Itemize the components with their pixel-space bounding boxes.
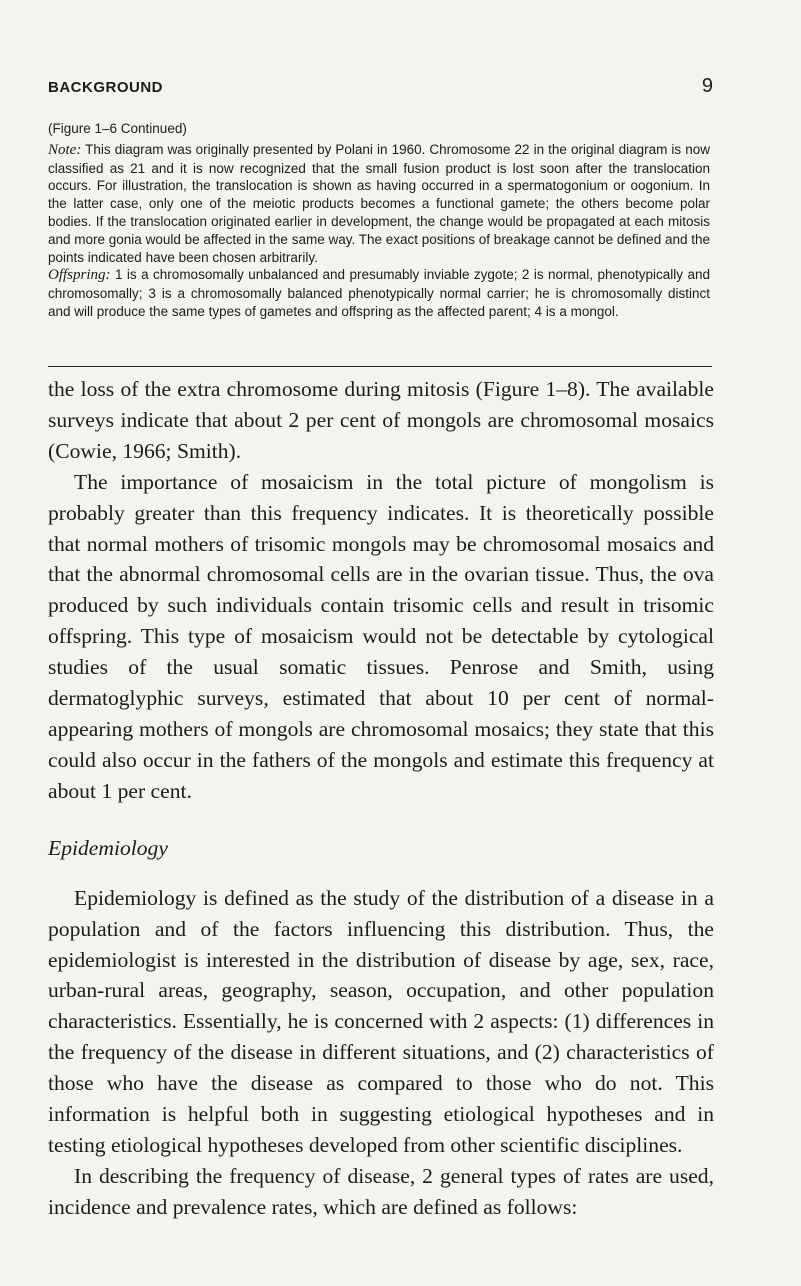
- page-number: 9: [701, 75, 713, 97]
- paragraph-mosaic-surveys: the loss of the extra chromosome during mitosis (Figure 1–8). The available surveys indicate that about 2 per cent of mongols are chromosomal mosaics (Cowie, 1966; Smith).: [48, 377, 714, 463]
- offspring-paragraph: [48, 266, 710, 320]
- figure-continued-label: (Figure 1–6 Continued): [48, 121, 187, 136]
- note-text: This diagram was originally presented by Polani in 1960. Chromosome 22 in the original diagram is now classified as 21 and it is now recognized that the small fusion product is lost soon after the translocation occurs. For illustration, the translocation is shown as having occurred in a spermatogonium or oogonium. In the latter case, only one of the meiotic products becomes a functional gamete; the others become polar bodies. If the translocation originated earlier in development, the change would be propagated at each mitosis and more gonia would be affected in the same way. The exact positions of breakage cannot be defined and the points indicated have been chosen arbitrarily.: [48, 141, 710, 265]
- offspring-label: Offspring:: [48, 267, 111, 284]
- paragraph-mosaicism-importance: The importance of mosaicism in the total picture of mongolism is probably greater than this frequency indicates. It is theoretically possible that normal mothers of trisomic mongols may be chromosomal mosaics and that the abnormal chromosomal cells are in the ovarian tissue. Thus, the ova produced by such individuals contain trisomic cells and result in trisomic offspring. This type of mosaicism would not be detectable by cytological studies of the usual somatic tissues. Penrose and Smith, using dermatoglyphic surveys, estimated that about 10 per cent of normal-appearing mothers of mongols are chromosomal mosaics; they state that this could also occur in the fathers of the mongols and estimate this frequency at about 1 per cent.: [48, 469, 714, 803]
- figure-note: [48, 120, 710, 321]
- note-paragraph: [48, 141, 710, 267]
- section-heading-epidemiology: Epidemiology: [48, 835, 168, 860]
- offspring-text: 1 is a chromosomally unbalanced and presumably inviable zygote; 2 is normal, phenotypically and chromosomally; 3 is a chromosomally balanced phenotypically normal carrier; he is chromosomally distinct and will produce the same types of gametes and offspring as the affected parent; 4 is a mongol.: [48, 267, 710, 319]
- paragraph-rates: In describing the frequency of disease, 2 general types of rates are used, incidence and prevalence rates, which are defined as follows:: [48, 1163, 714, 1219]
- running-head-title: BACKGROUND: [48, 79, 163, 96]
- body-text: [48, 374, 714, 1223]
- running-head: [48, 75, 713, 99]
- note-label: Note:: [48, 141, 82, 158]
- separator-rule: [48, 366, 712, 367]
- paragraph-epidemiology-definition: Epidemiology is defined as the study of the distribution of a disease in a population and of the factors influencing this distribution. Thus, the epidemiologist is interested in the distribution of disease by age, sex, race, urban-rural areas, geography, season, occupation, and other population characteristics. Essentially, he is concerned with 2 aspects: (1) differences in the frequency of the disease in different situations, and (2) characteristics of those who have the disease as compared to those who do not. This information is helpful both in suggesting etiological hypotheses and in testing etiological hypotheses developed from other scientific disciplines.: [48, 885, 714, 1157]
